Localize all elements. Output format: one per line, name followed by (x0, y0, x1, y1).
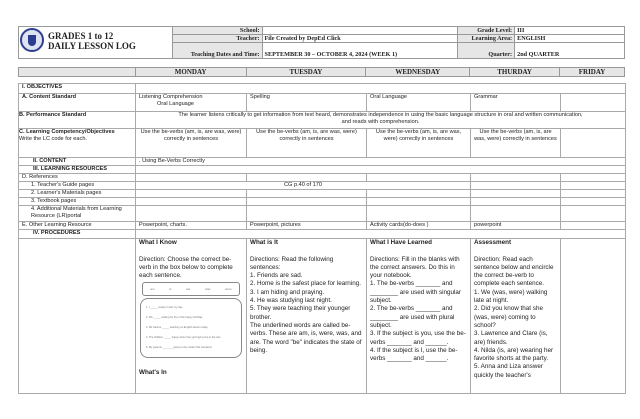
area-label: Learning Area: (458, 35, 515, 43)
performance-standard-label: B. Performance Standard (19, 112, 136, 129)
sentences-box (140, 298, 242, 358)
competency-value: Use the be-verbs (am, is, are was, were) correctly in sentences (247, 129, 367, 158)
sentence: 3. Ms Santos _____ teaching us English lesson today. (146, 326, 209, 330)
line: 2. Home is the safest place for learning. (250, 280, 361, 288)
line: 2. Did you know that she (was, were) coming to school? (474, 305, 543, 329)
procedure-direction: Direction: Choose the correct be-verb in the box below to complete each sentence. (139, 255, 233, 280)
performance-standard-value: The learner listens critically to get information from text heard, demonstrates independence in using the basic language structure in oral and written communication, and reads with comprehension. (136, 112, 626, 129)
teacher-value: File Created by DepEd Click (262, 35, 458, 43)
choice: was (205, 287, 211, 292)
teacher-label: Teacher: (172, 35, 262, 43)
day-thursday: THURDAY (470, 68, 560, 77)
choice: is (169, 287, 172, 292)
procedure-title: What's In (139, 368, 167, 376)
other-resource-label: E. Other Learning Resource (19, 222, 136, 230)
competency-value: Use the be-verbs (am, is, are was, were) correctly in sentences (367, 129, 471, 158)
other-resource-value: Activity cards(do-does ) (367, 222, 471, 230)
tuesday-procedure (247, 239, 367, 394)
procedure-title: What is It (250, 239, 278, 246)
content-standard-value: Oral Language (157, 101, 195, 107)
monday-procedure (136, 239, 247, 394)
content-standard-value: Oral Language (367, 94, 471, 112)
school-value (262, 27, 458, 35)
lesson-table (18, 83, 626, 394)
procedures-heading: IV. PROCEDURES (19, 230, 136, 239)
procedure-title: What I Know (139, 239, 177, 246)
tg-label: 1. Teacher's Guide pages (19, 182, 136, 190)
header-table (18, 26, 625, 59)
title-line: GRADES 1 to 12 (48, 31, 114, 41)
procedure-title: Assessment (474, 239, 512, 246)
quarter-label: Quarter: (458, 43, 515, 59)
sentence: 1. I _____ ready to start my day. (146, 306, 184, 310)
sentence: 2. We _____ waiting for the of the happy birthday. (146, 316, 204, 320)
line: 1. Friends are sad. (250, 272, 303, 280)
day-friday: FRIDAY (560, 68, 625, 77)
choices-box (142, 282, 240, 296)
day-monday: MONDAY (135, 68, 246, 77)
lm-label: 2. Learner's Materials pages (19, 190, 136, 198)
line: 1. We (was, were) walking late at night. (474, 288, 548, 305)
dates-value: SEPTEMBER 30 – OCTOBER 4, 2024 (WEEK 1) (262, 43, 458, 59)
area-value: ENGLISH (515, 35, 625, 43)
choice: were (225, 287, 232, 292)
line: 4. He was studying last night. (250, 297, 332, 305)
line: Direction: Read each sentence below and encircle the correct be-verb to complete each sentence. (474, 255, 554, 288)
choice: am (150, 287, 155, 292)
grade-value: III (515, 27, 625, 35)
content-standard-label: A. Content Standard (19, 94, 136, 112)
content-standard-value: Listening Comprehension (139, 94, 203, 100)
days-header (18, 67, 625, 77)
line: 4. If the subject is I, use the be-verbs _______ and ______. (370, 346, 458, 363)
sentence: 5. My parents _______ going to the market this weekend. (146, 346, 213, 350)
sentence: 4. The children _____ happy when they got high score in the test. (146, 336, 222, 340)
content-standard-value: Spelling (247, 94, 367, 112)
line: 3. Lawrence and Clare (is, are) friends. (474, 330, 548, 346)
line: 5. Anna and Liza answer quickly the teacher's (474, 363, 543, 379)
thursday-procedure (471, 239, 561, 394)
resources-heading: III. LEARNING RESOURCES (19, 166, 136, 174)
line: 3. I am hiding and praying. (250, 288, 325, 296)
line: Directions: Fill in the blanks with the correct answers. Do this in your notebook. (370, 255, 460, 280)
content-heading: II. CONTENT (19, 158, 136, 166)
other-resource-value: Powerpoint, charts. (136, 222, 247, 230)
title-line: DAILY LESSON LOG (48, 41, 136, 51)
line: 3. If the subject is you, use the be-verbs _______ and ______. (370, 330, 466, 346)
other-resource-value: Powerpoint, pictures (247, 222, 367, 230)
additional-materials-label: 4. Additional Materials from Learning Resource (LR)portal (19, 206, 136, 222)
tg-value: CG p.40 of 170 (136, 182, 471, 190)
content-value: . Using Be-Verbs Correctly (136, 158, 626, 166)
grade-label: Grade Level: (458, 27, 515, 35)
line: 2. The be-verbs _______ and ________ are used with plural subject. (370, 305, 455, 329)
dates-label: Teaching Dates and Time: (172, 43, 262, 59)
choice: are (186, 287, 191, 292)
line: Directions: Read the following sentences: (250, 255, 334, 271)
content-standard-value: Grammar (471, 94, 561, 112)
quarter-value: 2nd QUARTER (515, 43, 625, 59)
line: The underlined words are called be-verbs. These are am, is, were, was, and are. The word "be" indicates the state of being. (250, 321, 362, 354)
school-label: School: (172, 27, 262, 35)
day-tuesday: TUESDAY (246, 68, 366, 77)
competency-value: Use the be-verbs (am, is, are was, were) correctly in sentences (136, 129, 247, 158)
day-wednesday: WEDNESDAY (366, 68, 470, 77)
line: 4. Nilda (is, are) wearing her favorite shorts at the party. (474, 346, 554, 363)
textbook-label: 3. Textbook pages (19, 198, 136, 206)
wednesday-procedure (367, 239, 471, 394)
line: 5. They were teaching their younger brother. (250, 305, 351, 321)
competency-value: Use the be-verbs (am, is, are was, were) correctly in sentences (471, 129, 561, 158)
objectives-heading: I. OBJECTIVES (19, 84, 136, 94)
line: 1. The be-verbs _______ and ________ are used with singular subject. (370, 280, 462, 305)
other-resource-value: powerpoint (471, 222, 561, 230)
procedure-title: What I Have Learned (370, 239, 432, 246)
references-label: D. References (19, 174, 136, 182)
competency-sublabel: Write the LC code for each. (19, 136, 87, 142)
competency-label: C. Learning Competency/Objectives (19, 129, 115, 135)
